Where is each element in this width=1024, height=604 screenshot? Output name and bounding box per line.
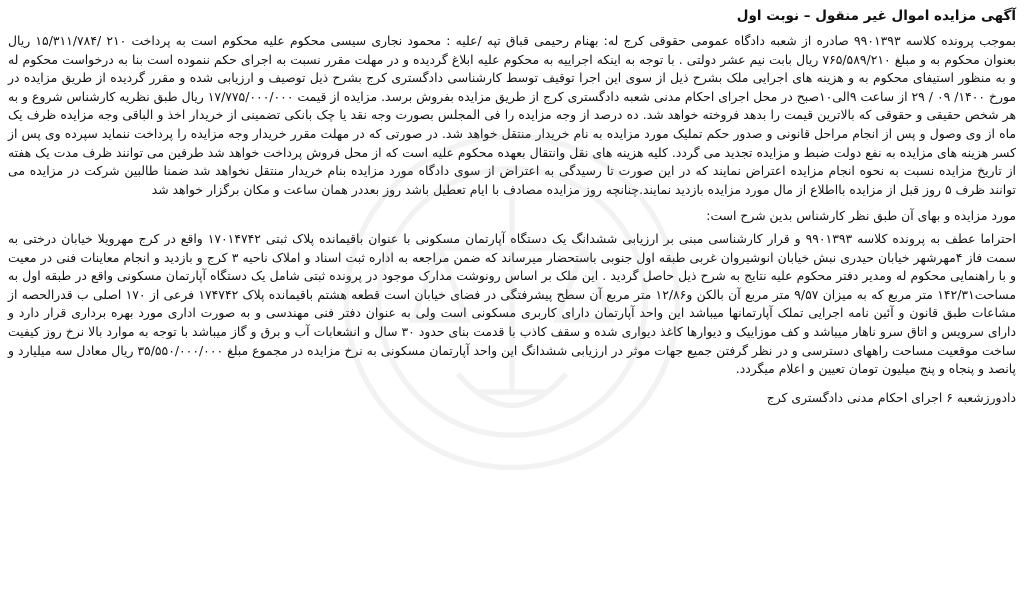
notice-document bbox=[8, 6, 1016, 598]
signature-line: دادورزشعبه ۶ اجرای احکام مدنی دادگستری کرج bbox=[766, 389, 1016, 405]
notice-paragraph-main: بموجب پرونده کلاسه ۹۹۰۱۳۹۳ صادره از شعبه دادگاه عمومی حقوقی کرج له: بهنام رحیمی قباق تپه /علیه : محمود نجاری سیسی محکوم علیه محکوم است به پرداخت ۲۱۰ /۱۵/۳۱۱/۷۸۴ ریال بعنوان محکوم به و مبلغ ۷۶۵/۵۸۹/۲۱۰ ریال بابت نیم عشر دولتی . با توجه به اینکه اجراییه به محکوم علیه ابلاغ گردیده و در مهلت مقرر نسبت به اجرای حکم ننموده است بنا به درخواست محکوم له و به منظور استیفای محکوم به و هزینه های اجرایی ملک بشرح ذیل از سوی این اجرا توقیف توسط کارشناسی دادگستری کرج بشرح ذیل توصیف و ارزیابی شده و مقرر گردیده از طریق مزایده در مورخ ۱۴۰۰/ ۰۹ / ۲۹ از ساعت ۹الی۱۰صبح در محل اجرای احکام مدنی شعبه دادگستری کرج از طریق مزایده بفروش برسد. مزایده از قیمت ۱۷/۷۷۵/۰۰۰/۰۰۰ ریال طبق نظریه کارشناس شروع و به هر شخص حقیقی و حقوقی که بالاترین قیمت را بدهد فروخته خواهد شد. ده درصد از وجه مزایده را فی المجلس بصورت وجه نقد یا چک بانکی تضمینی از خریدار اخذ و الباقی وجه مزایده ظرف یک ماه از وی وصول و پس از انجام مراحل قانونی و صدور حکم تملیک مورد مزایده به نام خریدار منتقل خواهد شد. در صورتی که در مهلت مقرر خریدار وجه مزایده را پرداخت ننماید سپرده وی پس از کسر هزینه های مزایده به نفع دولت ضبط و مزایده تجدید می گردد. کلیه هزینه های نقل وانتقال بعهده محکوم علیه است که از محل فروش پرداخت خواهد شد طرفین می توانند ظرف مدت یک هفته از تاریخ مزایده نسبت به نحوه انجام مزایده اعتراض نمایند که در این صورت تا رسیدگی به اعتراض از سوی دادگاه مورد مزایده بنام خریدار منتقل نخواهد شد ضمنا طالبین شرکت در مزایده می توانند ظرف ۵ روز قبل از مزایده بااطلاع از مال مورد مزایده بازدید نمایند.چنانچه روز مزایده مصادف با ایام تعطیل باشد روز بعددر همان ساعت و مکان برگزار خواهد شد bbox=[8, 33, 1017, 197]
appraisal-paragraph: احتراما عطف به پرونده کلاسه ۹۹۰۱۳۹۳ و قرار کارشناسی مبنی بر ارزیابی ششدانگ یک دستگاه آپارتمان مسکونی با عنوان باقیمانده پلاک ثبتی ۱۷۰۱۴۷۴۲ واقع در کرج مهرویلا خیابان درختی به سمت فاز ۴مهرشهر خیابان حیدری نبش خیابان انوشیروان غربی طبقه اول جنوبی باستحضار میرساند که ضمن مراجعه به اداره ثبت اسناد و املاک ناحیه ۳ کرج و بازدید و انجام معاینات فنی در معیت و با راهنمایی محکوم له ومدیر دفتر محکوم علیه نتایج به شرح ذیل حاصل گردید . این ملک بر اساس رونوشت مدارک موجود در پرونده ثبتی شامل یک دستگاه آپارتمان مسکونی واقع در طبقه اول به مساحت۱۴۲/۳۱ متر مربع که به میزان ۹/۵۷ متر مربع آن بالکن و۱۲/۸۶ متر مربع آن سطح پیشرفتگی در فضای خیابان است قطعه هشتم باقیمانده پلاک ۱۷۴۷۴۲ فرعی از ۱۷۰ اصلی ب قدرالحصه از مشاعات طبق قانون و آئین نامه اجرایی تملک آپارتمانها میباشد این واحد آپارتمان دارای کاربری مسکونی است ولی به عنوان دفتر فنی مهندسی و به صورت اداری مورد بهره برداری قرار دارد و دارای سرویس و اتاق سرو ناهار میباشد و کف موزاییک و دیوارها کاغذ دیواری شده و سقف کاذب با قدمت بنای حدود ۳۰ سال و انشعابات آب و برق و گاز میباشد با توجه به موارد بالا نرخ روز کیفیت ساخت موقعیت مساحت راههای دسترسی و در نظر گرفتن جمیع جهات موثر در ارزیابی ششدانگ این واحد آپارتمان مسکونی به نرخ مزایده در مجموع مبلغ ۳۵/۵۵۰/۰۰۰/۰۰۰ ریال معادل سه میلیارد و پانصد و پنجاه و پنج میلیون تومان تعیین و اعلام میگردد. bbox=[8, 230, 1017, 377]
notice-title: آگهی مزایده اموال غیر منقول – نوبت اول bbox=[736, 8, 1016, 24]
appraisal-heading: مورد مزایده و بهای آن طبق نظر کارشناس بدین شرح است: bbox=[706, 208, 1016, 224]
